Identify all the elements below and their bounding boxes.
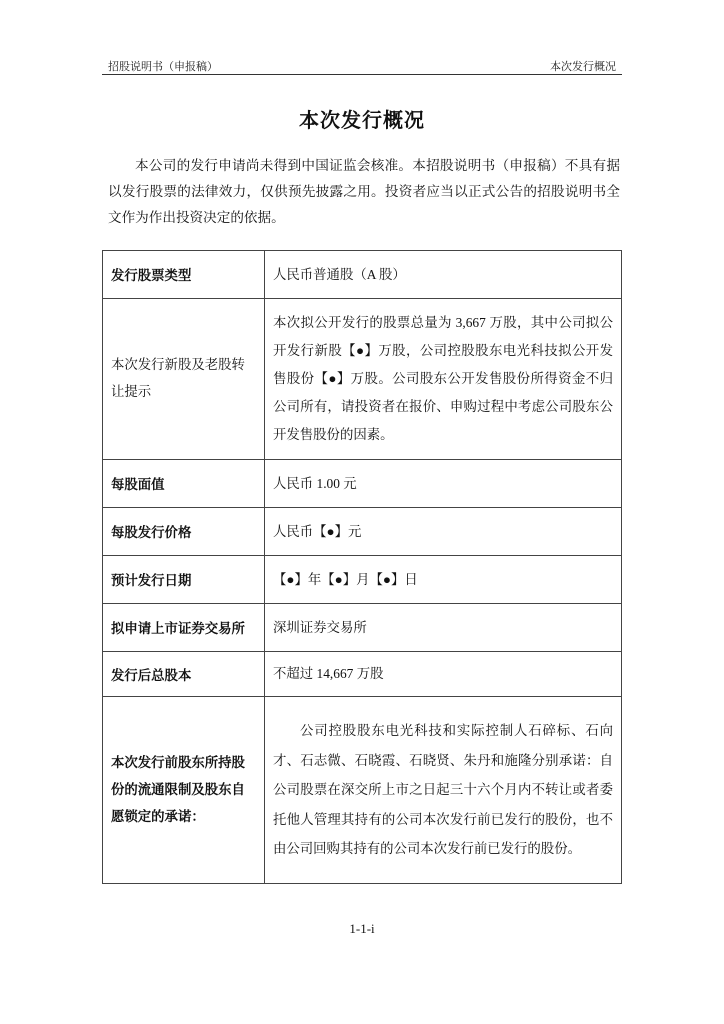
table-row-share-transfer-notice xyxy=(103,299,622,460)
row-value-share-transfer-notice: 本次拟公开发行的股票总量为 3,667 万股，其中公司拟公开发行新股【●】万股，公司控股股东电光科技拟公开发售股份【●】万股。公司股东公开发售股份所得资金不归公司所有，请投资者在报价、申购过程中考虑公司股东公开发售股份的因素。 xyxy=(265,299,622,460)
row-label-total-shares: 发行后总股本 xyxy=(103,652,265,697)
table-row-stock-type xyxy=(103,251,622,299)
table-row-issue-date xyxy=(103,556,622,604)
header-document-name: 招股说明书（申报稿） xyxy=(108,60,218,73)
table-row-issue-price xyxy=(103,508,622,556)
page-title: 本次发行概况 xyxy=(299,108,425,132)
intro-paragraph: 本公司的发行申请尚未得到中国证监会核准。本招股说明书（申报稿）不具有据以发行股票的法律效力，仅供预先披露之用。投资者应当以正式公告的招股说明书全文作为作出投资决定的依据。 xyxy=(108,158,620,226)
row-value-stock-type: 人民币普通股（A 股） xyxy=(265,251,622,299)
table-row-exchange xyxy=(103,604,622,652)
row-value-total-shares: 不超过 14,667 万股 xyxy=(265,652,622,697)
page-number: 1-1-i xyxy=(349,921,375,936)
row-label-stock-type: 发行股票类型 xyxy=(103,251,265,299)
row-value-par-value: 人民币 1.00 元 xyxy=(265,460,622,508)
offering-summary-table xyxy=(102,250,622,884)
row-label-exchange: 拟申请上市证券交易所 xyxy=(103,604,265,652)
row-label-par-value: 每股面值 xyxy=(103,460,265,508)
row-value-lockup-commitment: 公司控股股东电光科技和实际控制人石碎标、石向才、石志微、石晓霞、石晓贤、朱丹和施隆分别承诺：自公司股票在深交所上市之日起三十六个月内不转让或者委托他人管理其持有的公司本次发行前已发行的股份，也不由公司回购其持有的公司本次发行前已发行的股份。 xyxy=(265,697,622,884)
header-section-name: 本次发行概况 xyxy=(550,60,616,73)
row-label-issue-date: 预计发行日期 xyxy=(103,556,265,604)
row-label-lockup-commitment: 本次发行前股东所持股份的流通限制及股东自愿锁定的承诺： xyxy=(103,697,265,884)
row-value-exchange: 深圳证券交易所 xyxy=(265,604,622,652)
header-divider xyxy=(102,74,622,75)
row-value-issue-price: 人民币【●】元 xyxy=(265,508,622,556)
table-row-lockup-commitment xyxy=(103,697,622,884)
row-label-share-transfer-notice: 本次发行新股及老股转让提示 xyxy=(103,299,265,460)
table-row-total-shares xyxy=(103,652,622,697)
row-label-issue-price: 每股发行价格 xyxy=(103,508,265,556)
row-value-issue-date: 【●】年【●】月【●】日 xyxy=(265,556,622,604)
table-row-par-value xyxy=(103,460,622,508)
